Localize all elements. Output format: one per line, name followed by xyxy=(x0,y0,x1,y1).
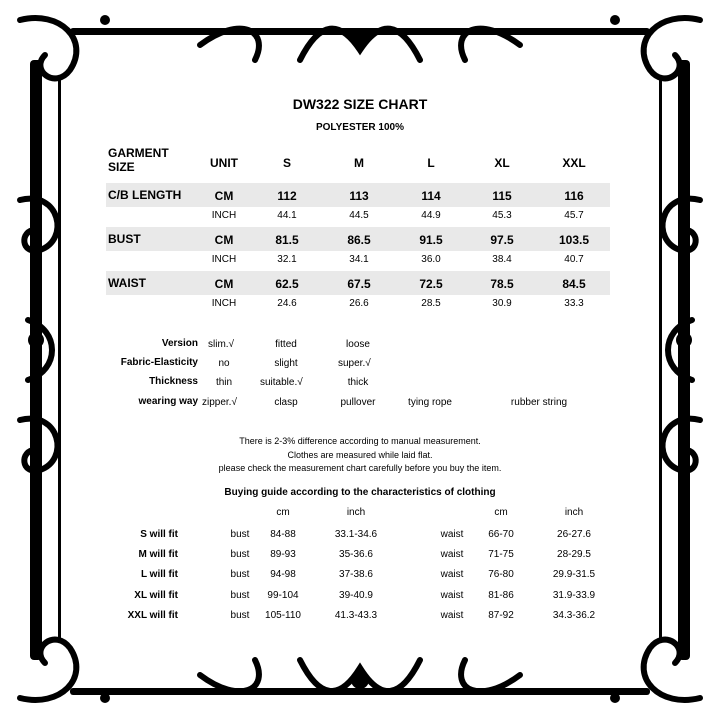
guide-waist-inch: 31.9-33.9 xyxy=(552,590,596,601)
guide-waist-cm: 81-86 xyxy=(488,590,514,601)
guide-size-label: S will fit xyxy=(140,529,178,540)
value-cell: 28.5 xyxy=(421,298,441,309)
guide-waist-cm: 66-70 xyxy=(488,529,514,540)
char-option-rubber-string: rubber string xyxy=(510,397,568,408)
value-cell: 97.5 xyxy=(490,233,514,247)
row-label-clength: C/B LENGTH xyxy=(108,188,182,202)
unit-cm: CM xyxy=(214,233,234,247)
value-cell: 36.0 xyxy=(421,254,441,265)
guide-bust-cm: 89-93 xyxy=(270,549,296,560)
header-l: L xyxy=(427,156,435,170)
guide-bust-label: bust xyxy=(230,529,250,540)
unit-inch: INCH xyxy=(211,254,237,265)
guide-size-label: L will fit xyxy=(140,569,178,580)
unit-cm: CM xyxy=(214,277,234,291)
char-option-pullover: pullover xyxy=(340,397,376,408)
char-label-version: Version xyxy=(161,338,198,349)
char-option-fitted: fitted xyxy=(275,339,297,350)
header-m: M xyxy=(354,156,364,170)
guide-size-label: M will fit xyxy=(138,549,178,560)
value-cell: 24.6 xyxy=(277,298,297,309)
guide-header-waist-cm: cm xyxy=(494,507,508,518)
guide-bust-inch: 41.3-43.3 xyxy=(334,610,378,621)
char-option-suitable: suitable.√ xyxy=(260,377,303,388)
value-cell: 40.7 xyxy=(564,254,584,265)
char-option-thick: thick xyxy=(347,377,369,388)
guide-header-bust-cm: cm xyxy=(276,507,290,518)
value-cell: 91.5 xyxy=(419,233,443,247)
value-cell: 45.3 xyxy=(492,210,512,221)
value-cell: 113 xyxy=(349,189,369,203)
guide-waist-cm: 71-75 xyxy=(488,549,514,560)
guide-header-waist-inch: inch xyxy=(564,507,584,518)
note-line-2: Clothes are measured while laid flat. xyxy=(287,450,433,460)
value-cell: 81.5 xyxy=(275,233,299,247)
value-cell: 44.1 xyxy=(277,210,297,221)
guide-bust-inch: 37-38.6 xyxy=(339,569,373,580)
value-cell: 26.6 xyxy=(349,298,369,309)
value-cell: 44.9 xyxy=(421,210,441,221)
guide-size-label: XL will fit xyxy=(134,590,178,601)
row-label-waist: WAIST xyxy=(108,276,146,290)
char-option-slim: slim.√ xyxy=(208,339,235,350)
value-cell: 62.5 xyxy=(275,277,299,291)
header-garment-line1: GARMENT xyxy=(108,146,169,160)
value-cell: 34.1 xyxy=(349,254,369,265)
guide-bust-inch: 33.1-34.6 xyxy=(334,529,378,540)
guide-size-label: XXL will fit xyxy=(127,610,178,621)
material-label: POLYESTER 100% xyxy=(315,122,404,133)
value-cell: 86.5 xyxy=(347,233,371,247)
guide-bust-label: bust xyxy=(230,549,250,560)
header-unit: UNIT xyxy=(210,156,238,170)
value-cell: 115 xyxy=(492,189,512,203)
header-s: S xyxy=(282,156,292,170)
guide-bust-label: bust xyxy=(230,610,250,621)
unit-inch: INCH xyxy=(211,210,237,221)
guide-bust-cm: 94-98 xyxy=(270,569,296,580)
guide-title: Buying guide according to the characteristics of clothing xyxy=(224,487,496,498)
char-option-tying-rope: tying rope xyxy=(408,397,452,408)
header-xxl: XXL xyxy=(562,156,586,170)
value-cell: 33.3 xyxy=(564,298,584,309)
guide-waist-inch: 34.3-36.2 xyxy=(552,610,596,621)
guide-bust-cm: 105-110 xyxy=(265,610,301,621)
guide-waist-label: waist xyxy=(440,549,464,560)
value-cell: 72.5 xyxy=(419,277,443,291)
guide-bust-cm: 99-104 xyxy=(267,590,299,601)
guide-bust-cm: 84-88 xyxy=(270,529,296,540)
value-cell: 84.5 xyxy=(562,277,586,291)
header-xl: XL xyxy=(494,156,510,170)
value-cell: 32.1 xyxy=(277,254,297,265)
guide-waist-inch: 26-27.6 xyxy=(557,529,591,540)
char-label-wearing-way: wearing way xyxy=(138,396,198,407)
guide-waist-label: waist xyxy=(440,590,464,601)
char-label-elasticity: Fabric-Elasticity xyxy=(120,357,198,368)
unit-inch: INCH xyxy=(211,298,237,309)
value-cell: 116 xyxy=(564,189,584,203)
guide-header-bust-inch: inch xyxy=(346,507,366,518)
guide-bust-inch: 35-36.6 xyxy=(339,549,373,560)
note-line-1: There is 2-3% difference according to manual measurement. xyxy=(239,436,481,446)
value-cell: 103.5 xyxy=(558,233,590,247)
char-label-thickness: Thickness xyxy=(149,376,198,387)
row-label-bust: BUST xyxy=(108,232,141,246)
value-cell: 44.5 xyxy=(349,210,369,221)
value-cell: 114 xyxy=(421,189,441,203)
guide-waist-label: waist xyxy=(440,610,464,621)
char-option-clasp: clasp xyxy=(274,397,298,408)
guide-bust-label: bust xyxy=(230,590,250,601)
char-option-slight: slight xyxy=(274,358,298,369)
value-cell: 30.9 xyxy=(492,298,512,309)
guide-waist-cm: 87-92 xyxy=(488,610,514,621)
guide-waist-label: waist xyxy=(440,569,464,580)
char-option-super: super.√ xyxy=(338,358,371,369)
chart-title: DW322 SIZE CHART xyxy=(292,96,428,112)
char-option-thin: thin xyxy=(215,377,233,388)
guide-waist-inch: 29.9-31.5 xyxy=(552,569,596,580)
char-option-no: no xyxy=(218,358,230,369)
value-cell: 112 xyxy=(277,189,297,203)
value-cell: 38.4 xyxy=(492,254,512,265)
guide-waist-cm: 76-80 xyxy=(488,569,514,580)
unit-cm: CM xyxy=(214,189,234,203)
char-option-loose: loose xyxy=(346,339,370,350)
value-cell: 67.5 xyxy=(347,277,371,291)
value-cell: 78.5 xyxy=(490,277,514,291)
note-line-3: please check the measurement chart carefully before you buy the item. xyxy=(218,463,502,473)
header-garment-size xyxy=(108,146,169,174)
guide-waist-inch: 28-29.5 xyxy=(557,549,591,560)
guide-waist-label: waist xyxy=(440,529,464,540)
value-cell: 45.7 xyxy=(564,210,584,221)
guide-bust-label: bust xyxy=(230,569,250,580)
char-option-zipper: zipper.√ xyxy=(202,397,237,408)
guide-bust-inch: 39-40.9 xyxy=(339,590,373,601)
header-garment-line2: SIZE xyxy=(108,160,135,174)
